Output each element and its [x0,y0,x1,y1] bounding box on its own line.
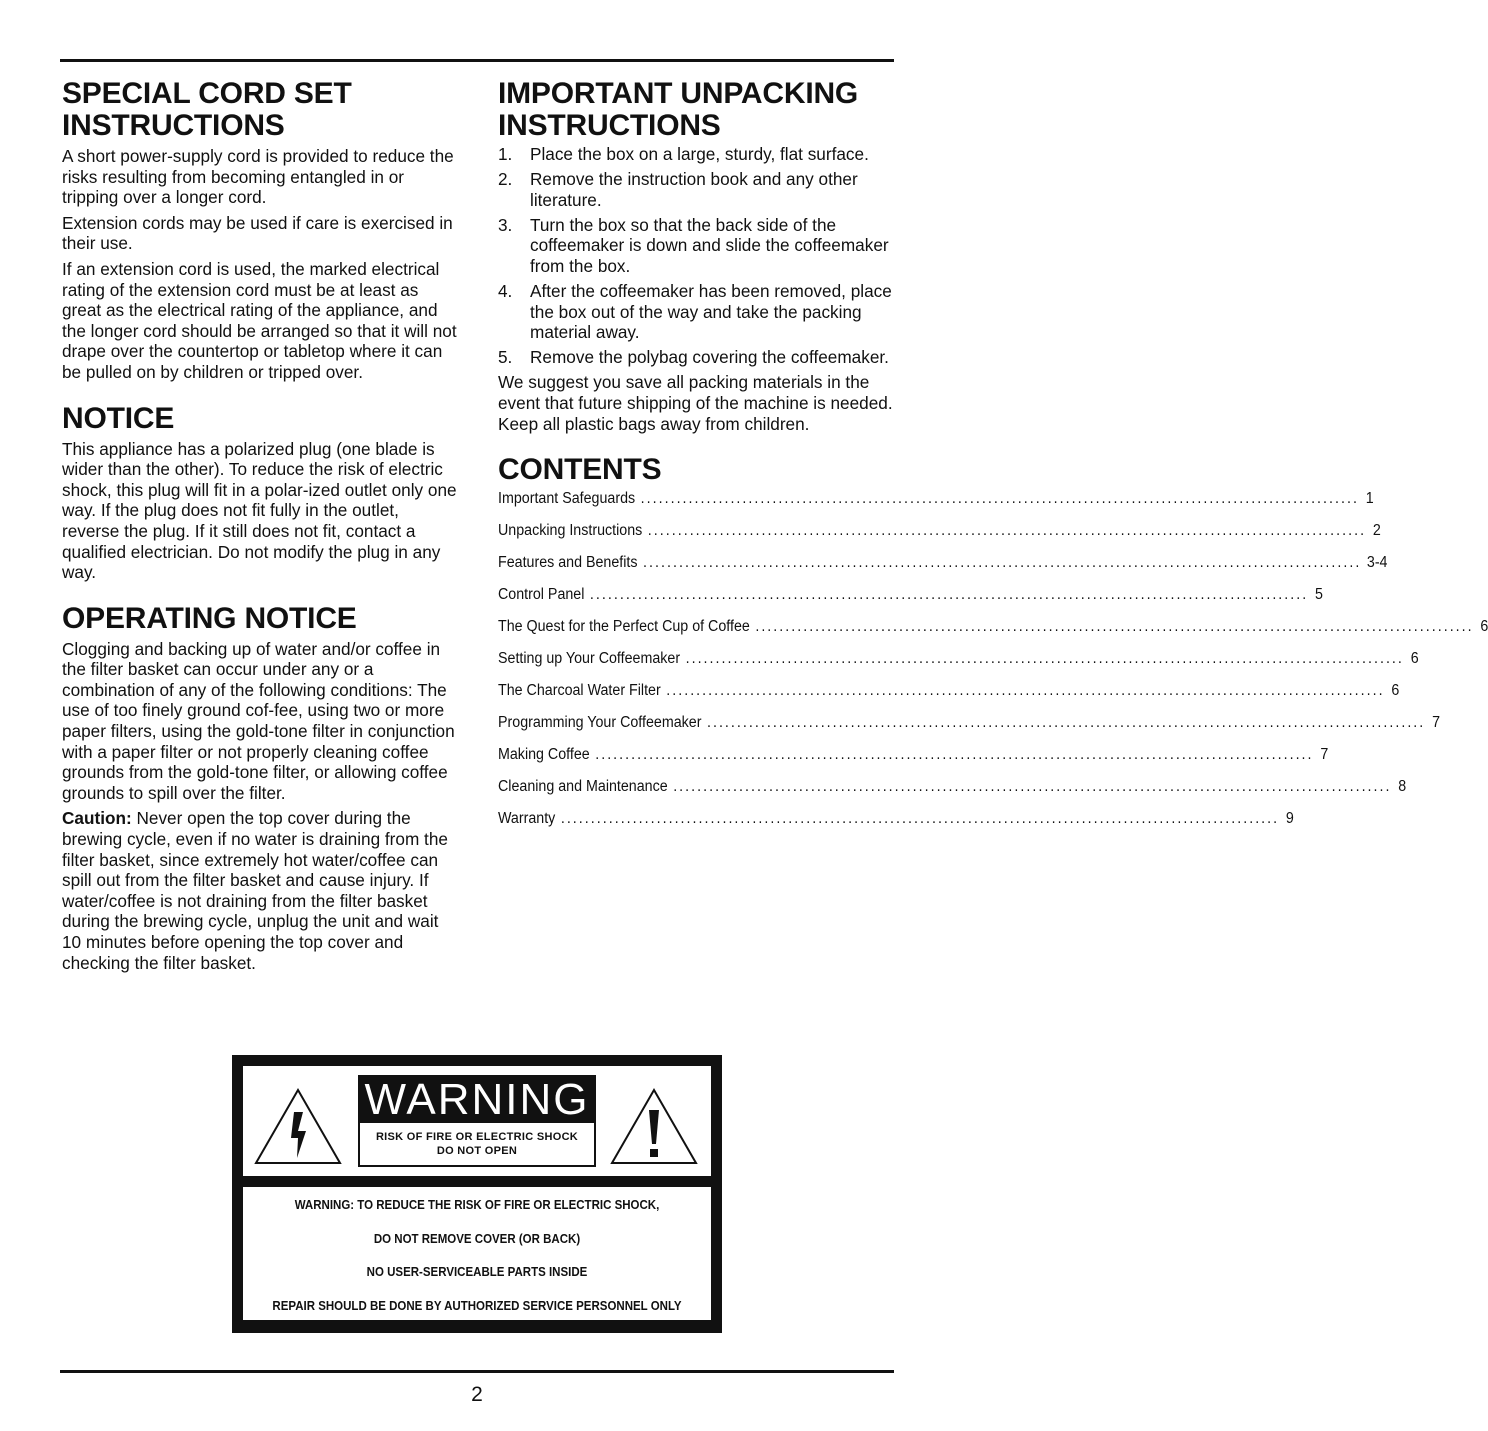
step-item [498,169,898,210]
page-number: 2 [471,1383,483,1406]
contents-entry[interactable] [498,682,1400,714]
leader-dots: ........................................................................................................................ [666,682,1385,700]
warning-line-2: DO NOT REMOVE COVER (OR BACK) [373,1231,581,1246]
warning-subtitle [360,1123,594,1158]
leader-dots: ........................................................................................................................ [560,810,1280,828]
step-text: After the coffeemaker has been removed, place the box out of the way and take the packing material away. [530,281,892,343]
entry-page: 6 [1410,650,1419,668]
operating-heading: OPERATING NOTICE [62,601,357,635]
unpacking-steps [498,144,898,368]
bottom-rule [60,1370,894,1373]
entry-page: 6 [1391,682,1400,700]
contents-list [498,490,1488,842]
step-text: Turn the box so that the back side of the coffeemaker is down and slide the coffeemaker from the box. [530,214,889,276]
step-item [498,281,898,343]
entry-page: 8 [1398,778,1407,796]
entry-title: Features and Benefits [498,554,638,572]
step-number: 2. [498,169,513,190]
warning-subtitle-line: DO NOT OPEN [436,1145,518,1157]
notice-section [62,403,458,583]
entry-page: 7 [1432,714,1441,732]
contents-entry[interactable] [498,586,1323,618]
warning-box [232,1055,722,1333]
step-number: 3. [498,214,513,235]
step-item [498,144,898,165]
step-number: 1. [498,144,513,164]
entry-title: The Charcoal Water Filter [498,682,661,700]
entry-title: Warranty [498,810,556,828]
entry-page: 7 [1320,746,1329,764]
entry-page: 5 [1315,586,1323,604]
notice-heading: NOTICE [62,401,175,435]
contents-entry[interactable] [498,490,1374,522]
entry-title: Programming Your Coffeemaker [498,714,702,732]
entry-title: Control Panel [498,586,585,604]
contents-entry[interactable] [498,650,1419,682]
caution-label: Caution: [62,808,132,829]
contents-section [498,453,1488,842]
contents-entry[interactable] [498,714,1441,746]
leader-dots: ........................................................................................................................ [595,746,1314,764]
leader-dots: ........................................................................................................................ [673,778,1392,796]
cord-heading: SPECIAL CORD SET INSTRUCTIONS [62,77,352,142]
warning-line-4: REPAIR SHOULD BE DONE BY AUTHORIZED SERVICE PERSONNEL ONLY [272,1298,682,1313]
leader-dots: ........................................................................................................................ [589,586,1309,604]
leader-dots: ........................................................................................................................ [640,490,1359,508]
warning-title: WARNING [360,1077,594,1123]
entry-title: The Quest for the Perfect Cup of Coffee [498,618,750,636]
step-number: 4. [498,281,513,302]
caution-text: Never open the top cover during the brewing cycle, even if no water is draining from the filter basket, since extremely hot water/coffee can spill out from the filter basket and cause injury. If water/coffee is not draining from the filter basket during the brewing cycle, unplug the unit and wait 10 minutes before opening the top cover and checking the filter basket. [62,808,448,973]
step-text: Place the box on a large, sturdy, flat surface. [530,144,869,164]
leader-dots: ........................................................................................................................ [706,714,1426,732]
entry-page: 2 [1372,522,1381,540]
contents-entry[interactable] [498,618,1488,650]
cord-paragraph-2: Extension cords may be used if care is exercised in their use. [62,212,453,254]
entry-page: 6 [1480,618,1488,636]
unpacking-section [498,78,898,434]
cord-section [62,78,458,383]
entry-page: 3-4 [1366,554,1388,572]
step-text: Remove the polybag covering the coffeemaker. [530,347,889,368]
unpacking-heading: IMPORTANT UNPACKING INSTRUCTIONS [498,77,859,142]
entry-page: 9 [1285,810,1294,828]
warning-header [243,1066,711,1176]
operating-paragraph: Clogging and backing up of water and/or coffee in the filter basket can occur under any or a combination of any of the following conditions: The use of too finely ground cof-fee, using two or more paper filters, using the gold-tone filter in conjunction with a paper filter or not properly cleaning coffee grounds from the gold-tone filter, or allowing coffee grounds to spill over the filter. [62,638,455,803]
entry-title: Setting up Your Coffeemaker [498,650,681,668]
warning-line-1: WARNING: TO REDUCE THE RISK OF FIRE OR ELECTRIC SHOCK, [294,1198,660,1212]
contents-heading: CONTENTS [498,453,662,487]
warning-body [243,1187,711,1320]
contents-entry[interactable] [498,746,1329,778]
leader-dots: ........................................................................................................................ [643,554,1362,572]
lightning-bolt-icon [253,1086,343,1166]
unpacking-note: We suggest you save all packing materials in the event that future shipping of the machine is needed. Keep all plastic bags away from children. [498,372,893,434]
contents-entry[interactable] [498,778,1407,810]
cord-paragraph-1: A short power-supply cord is provided to reduce the risks resulting from becoming entangled in or tripping over a longer cord. [62,146,454,208]
leader-dots: ........................................................................................................................ [685,650,1404,668]
entry-title: Important Safeguards [498,490,636,508]
right-column [498,77,1488,842]
step-text: Remove the instruction book and any other literature. [530,169,858,210]
entry-title: Cleaning and Maintenance [498,778,668,796]
contents-entry[interactable] [498,522,1381,554]
entry-title: Making Coffee [498,746,590,764]
top-rule [60,59,894,62]
contents-entry[interactable] [498,554,1388,586]
left-column [62,78,458,973]
step-item [498,347,898,368]
entry-page: 1 [1365,490,1374,508]
leader-dots: ........................................................................................................................ [647,522,1367,540]
caution-paragraph [62,808,458,973]
cord-paragraph-3: If an extension cord is used, the marked electrical rating of the extension cord must be at least as great as the electrical rating of the appliance, and the longer cord should be arranged so that it will not drape over the countertop or tabletop where it can be pulled on by children or tripped over. [62,258,457,382]
warning-label-box [358,1075,596,1167]
leader-dots: ........................................................................................................................ [755,618,1474,636]
contents-entry[interactable] [498,810,1294,842]
entry-title: Unpacking Instructions [498,522,643,540]
step-item [498,215,898,277]
warning-subtitle-line: RISK OF FIRE OR ELECTRIC SHOCK [375,1131,579,1143]
step-number: 5. [498,347,513,368]
warning-line-3: NO USER-SERVICEABLE PARTS INSIDE [366,1265,588,1279]
exclamation-icon [609,1086,699,1166]
notice-paragraph: This appliance has a polarized plug (one blade is wider than the other). To reduce the risk of electric shock, this plug will fit in a polar-ized outlet only one way. If the plug does not fit fully in the outlet, reverse the plug. If it still does not fit, contact a qualified electrician. Do not modify the plug in any way. [62,438,457,583]
operating-section [62,603,458,974]
